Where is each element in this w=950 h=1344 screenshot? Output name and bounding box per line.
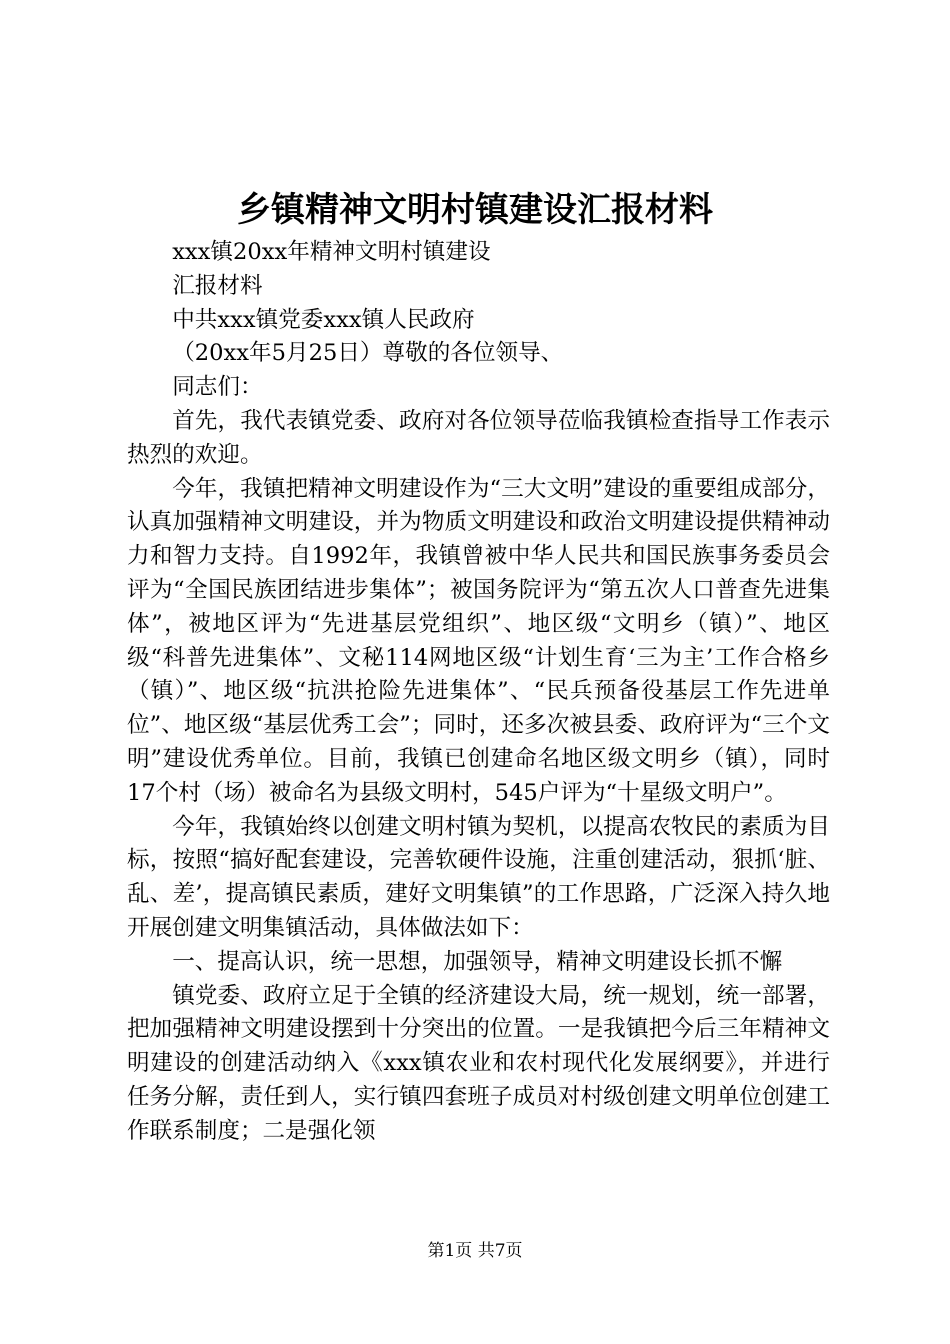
salutation: 同志们：	[172, 374, 263, 401]
page-number-footer: 第1页 共7页	[427, 1241, 523, 1261]
body-paragraph: 今年，我镇把精神文明建设作为“三大文明”建设的重要组成部分，认真加强精神文明建设，并为物质文明建设和政治文明建设提供精神动力和智力支持。自1992年，我镇曾被中华人民共和国民族事务委员会评为“全国民族团结进步集体”；被国务院评为“第五次人口普查先进集体”，被地区评为“先进基层党组织”、地区级“文明乡（镇）”、地区级“科普先进集体”、文秘114网地区级“计划生育‘三为主’工作合格乡（镇）”、地区级“抗洪抢险先进集体”、“民兵预备役基层工作先进单位”、地区级“基层优秀工会”；同时，还多次被县委、政府评为“三个文明”建设优秀单位。目前，我镇已创建命名地区级文明乡（镇），同时17个村（场）被命名为县级文明村，545户评为“十星级文明户”。	[127, 475, 830, 806]
header-line: （20xx年5月25日）尊敬的各位领导、	[172, 340, 564, 367]
body-paragraph: 镇党委、政府立足于全镇的经济建设大局，统一规划，统一部署，把加强精神文明建设摆到十分突出的位置。一是我镇把今后三年精神文明建设的创建活动纳入《xxx镇农业和农村现代化发展纲要》，并进行任务分解，责任到人，实行镇四套班子成员对村级创建文明单位创建工作联系制度；二是强化领	[127, 982, 830, 1144]
section-heading: 一、提高认识，统一思想，加强领导，精神文明建设长抓不懈	[172, 948, 783, 975]
document-body	[127, 236, 830, 1149]
body-paragraph: 今年，我镇始终以创建文明村镇为契机，以提高农牧民的素质为目标，按照“搞好配套建设，完善软硬件设施，注重创建活动，狠抓‘脏、乱、差’，提高镇民素质，建好文明集镇”的工作思路，广泛深入持久地开展创建文明集镇活动，具体做法如下：	[127, 813, 830, 941]
header-line: 中共xxx镇党委xxx镇人民政府	[172, 306, 475, 333]
document-title: 乡镇精神文明村镇建设汇报材料	[237, 190, 713, 230]
header-line: 汇报材料	[172, 272, 263, 299]
header-line: xxx镇20xx年精神文明村镇建设	[172, 239, 491, 265]
body-paragraph: 首先，我代表镇党委、政府对各位领导莅临我镇检查指导工作表示热烈的欢迎。	[127, 407, 830, 468]
